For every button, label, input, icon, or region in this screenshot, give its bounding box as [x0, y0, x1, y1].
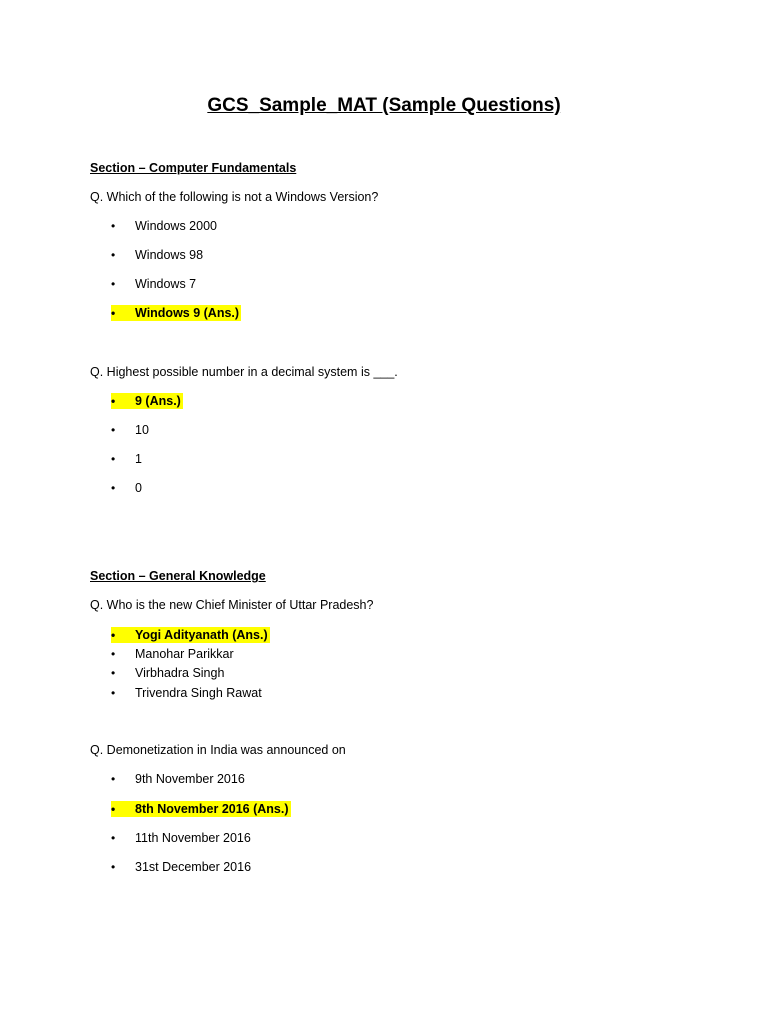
bullet-icon: • [111, 772, 116, 786]
bullet-icon: • [111, 628, 116, 642]
option-item: • 1 [111, 452, 142, 466]
option-item-answer: • 9 (Ans.) [111, 394, 181, 408]
question-decimal-system: Q. Highest possible number in a decimal system is ___. [90, 365, 398, 379]
bullet-icon: • [111, 666, 116, 680]
option-item: • 0 [111, 481, 142, 495]
option-item-answer: • Yogi Adityanath (Ans.) [111, 628, 268, 642]
option-item: • 10 [111, 423, 149, 437]
bullet-icon: • [111, 481, 116, 495]
bullet-icon: • [111, 277, 116, 291]
bullet-icon: • [111, 802, 116, 816]
option-item: • Windows 7 [111, 277, 197, 291]
bullet-icon: • [111, 423, 116, 437]
bullet-icon: • [111, 860, 116, 874]
option-item: • 11th November 2016 [111, 831, 251, 845]
section-heading-general-knowledge: Section – General Knowledge [90, 569, 266, 583]
option-item: • 31st December 2016 [111, 860, 252, 874]
document-title: GCS_Sample_MAT (Sample Questions) [207, 95, 561, 116]
question-windows-version: Q. Which of the following is not a Windows Version? [90, 190, 379, 204]
bullet-icon: • [111, 647, 116, 661]
option-item: • Manohar Parikkar [111, 647, 234, 661]
bullet-icon: • [111, 686, 116, 700]
bullet-icon: • [111, 394, 116, 408]
bullet-icon: • [111, 452, 116, 466]
option-item: • 9th November 2016 [111, 772, 245, 786]
bullet-icon: • [111, 306, 116, 320]
bullet-icon: • [111, 248, 116, 262]
question-chief-minister: Q. Who is the new Chief Minister of Uttar Pradesh? [90, 598, 374, 612]
option-item: • Trivendra Singh Rawat [111, 686, 262, 700]
option-item-answer: • Windows 9 (Ans.) [111, 306, 240, 320]
option-item-answer: • 8th November 2016 (Ans.) [111, 802, 289, 816]
option-item: • Windows 98 [111, 248, 204, 262]
question-demonetization: Q. Demonetization in India was announced on [90, 743, 346, 757]
bullet-icon: • [111, 219, 116, 233]
option-item: • Virbhadra Singh [111, 666, 225, 680]
option-item: • Windows 2000 [111, 219, 217, 233]
bullet-icon: • [111, 831, 116, 845]
section-heading-computer-fundamentals: Section – Computer Fundamentals [90, 161, 297, 175]
